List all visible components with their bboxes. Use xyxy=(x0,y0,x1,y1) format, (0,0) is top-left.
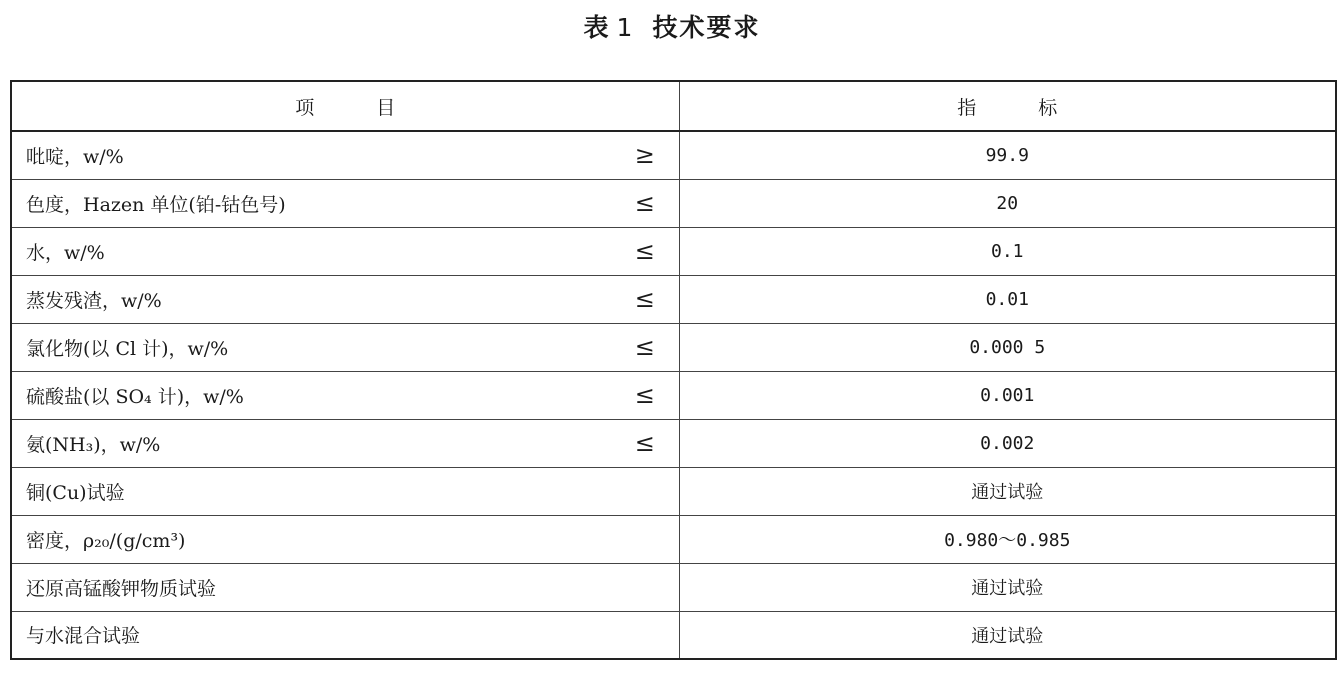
table-row xyxy=(11,515,1336,563)
row-operator: ≤ xyxy=(611,323,679,371)
technical-requirements-table xyxy=(10,80,1337,660)
table-header-row xyxy=(11,81,1336,131)
row-item: 氨(NH₃)，w/% xyxy=(11,419,611,467)
row-operator: ≤ xyxy=(611,371,679,419)
table-row xyxy=(11,275,1336,323)
table-row xyxy=(11,227,1336,275)
table-row xyxy=(11,419,1336,467)
row-value: 0.01 xyxy=(679,275,1336,323)
row-value: 0.002 xyxy=(679,419,1336,467)
row-item: 还原高锰酸钾物质试验 xyxy=(11,563,679,611)
row-value: 0.000 5 xyxy=(679,323,1336,371)
row-item: 氯化物(以 Cl 计)，w/% xyxy=(11,323,611,371)
row-value: 0.1 xyxy=(679,227,1336,275)
row-value: 通过试验 xyxy=(679,467,1336,515)
row-operator: ≤ xyxy=(611,227,679,275)
row-value: 通过试验 xyxy=(679,563,1336,611)
row-item: 蒸发残渣，w/% xyxy=(11,275,611,323)
row-item: 与水混合试验 xyxy=(11,611,679,659)
row-value: 0.980～0.985 xyxy=(679,515,1336,563)
row-operator: ≤ xyxy=(611,179,679,227)
caption-prefix: 表 xyxy=(583,13,611,42)
table-row xyxy=(11,131,1336,179)
header-value: 指 标 xyxy=(679,81,1336,131)
caption-title: 技术要求 xyxy=(652,13,761,42)
row-value: 99.9 xyxy=(679,131,1336,179)
row-value: 20 xyxy=(679,179,1336,227)
table-row xyxy=(11,611,1336,659)
row-operator: ≤ xyxy=(611,419,679,467)
table-row xyxy=(11,563,1336,611)
caption-number: 1 xyxy=(616,13,635,42)
row-item: 水，w/% xyxy=(11,227,611,275)
row-operator: ≥ xyxy=(611,131,679,179)
row-item: 吡啶，w/% xyxy=(11,131,611,179)
table-row xyxy=(11,371,1336,419)
table-row xyxy=(11,323,1336,371)
row-value: 通过试验 xyxy=(679,611,1336,659)
row-item: 硫酸盐(以 SO₄ 计)，w/% xyxy=(11,371,611,419)
row-item: 密度，ρ₂₀/(g/cm³) xyxy=(11,515,679,563)
row-item: 色度，Hazen 单位(铂-钴色号) xyxy=(11,179,611,227)
table-caption xyxy=(0,8,1344,48)
row-item: 铜(Cu)试验 xyxy=(11,467,679,515)
row-value: 0.001 xyxy=(679,371,1336,419)
table-row xyxy=(11,179,1336,227)
header-item: 项 目 xyxy=(11,81,679,131)
row-operator: ≤ xyxy=(611,275,679,323)
table-row xyxy=(11,467,1336,515)
